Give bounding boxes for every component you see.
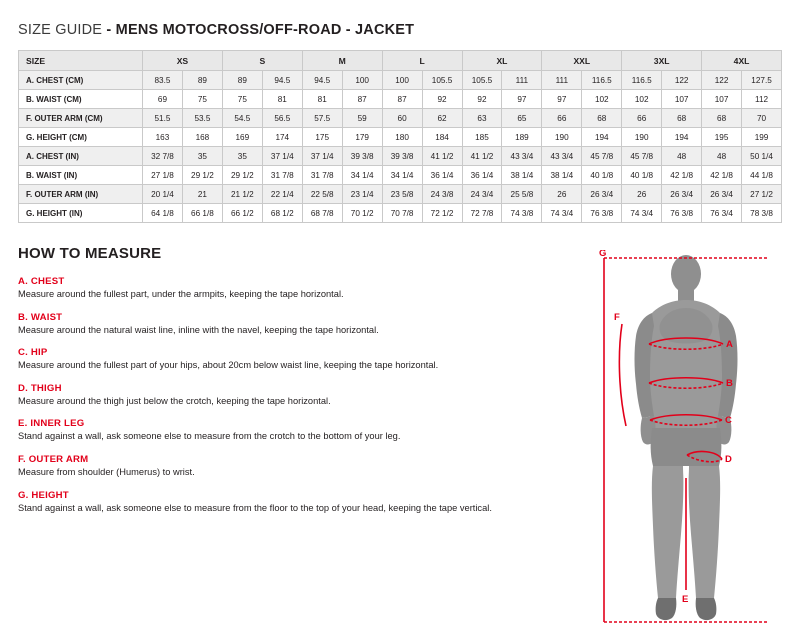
cell: 27 1/2 [742, 185, 782, 204]
table-row [19, 185, 782, 204]
measure-item-text: Measure around the fullest part of your hips, about 20cm below waist line, keeping the tape horizontal. [18, 360, 439, 371]
cell: 66 [622, 109, 662, 128]
cell: 111 [542, 71, 582, 90]
header-xs: XS [143, 51, 223, 71]
cell: 102 [622, 90, 662, 109]
row-label: F. OUTER ARM (IN) [19, 185, 143, 204]
cell: 37 1/4 [302, 147, 342, 166]
cell: 70 7/8 [382, 204, 422, 223]
cell: 26 3/4 [582, 185, 622, 204]
cell: 74 3/4 [542, 204, 582, 223]
cell: 50 1/4 [742, 147, 782, 166]
cell: 32 7/8 [143, 147, 183, 166]
cell: 26 [622, 185, 662, 204]
label-b: B [726, 378, 733, 389]
cell: 56.5 [262, 109, 302, 128]
header-s: S [222, 51, 302, 71]
table-row [19, 90, 782, 109]
measure-item-key: C. HIP [18, 347, 48, 359]
measure-item-text: Stand against a wall, ask someone else to measure from the crotch to the bottom of your leg. [18, 431, 401, 442]
cell: 199 [742, 128, 782, 147]
measure-item-text: Stand against a wall, ask someone else to measure from the floor to the top of your head, keeping the tape vertical. [18, 502, 492, 513]
cell: 41 1/2 [462, 147, 502, 166]
page-title-rest: - MENS MOTOCROSS/OFF-ROAD - JACKET [106, 22, 415, 38]
table-body [19, 71, 782, 223]
measure-item-key: G. HEIGHT [18, 489, 69, 501]
table-header-row [19, 51, 782, 71]
how-to-measure-section [18, 245, 578, 514]
body-measurement-diagram [586, 250, 786, 630]
cell: 169 [222, 128, 262, 147]
cell: 75 [222, 90, 262, 109]
table-row [19, 204, 782, 223]
cell: 94.5 [302, 71, 342, 90]
cell: 42 1/8 [702, 166, 742, 185]
cell: 74 3/4 [622, 204, 662, 223]
cell: 36 1/4 [422, 166, 462, 185]
cell: 68 1/2 [262, 204, 302, 223]
cell: 36 1/4 [462, 166, 502, 185]
measure-item-key: D. THIGH [18, 382, 62, 394]
cell: 100 [382, 71, 422, 90]
header-4xl: 4XL [702, 51, 782, 71]
cell: 195 [702, 128, 742, 147]
header-3xl: 3XL [622, 51, 702, 71]
measure-item-inner-leg [18, 418, 578, 443]
cell: 38 1/4 [542, 166, 582, 185]
table-row [19, 147, 782, 166]
cell: 174 [262, 128, 302, 147]
cell: 62 [422, 109, 462, 128]
cell: 66 [542, 109, 582, 128]
cell: 40 1/8 [622, 166, 662, 185]
header-xl: XL [462, 51, 542, 71]
cell: 68 7/8 [302, 204, 342, 223]
cell: 68 [702, 109, 742, 128]
cell: 26 [542, 185, 582, 204]
row-label: A. CHEST (CM) [19, 71, 143, 90]
cell: 107 [662, 90, 702, 109]
size-chart-table [18, 50, 782, 223]
measure-item-waist [18, 312, 578, 337]
cell: 41 1/2 [422, 147, 462, 166]
cell: 190 [542, 128, 582, 147]
cell: 48 [662, 147, 702, 166]
measure-item-text: Measure from shoulder (Humerus) to wrist. [18, 467, 195, 478]
row-label: A. CHEST (IN) [19, 147, 143, 166]
cell: 102 [582, 90, 622, 109]
cell: 21 [182, 185, 222, 204]
label-d: D [725, 454, 732, 465]
cell: 81 [262, 90, 302, 109]
row-label: F. OUTER ARM (CM) [19, 109, 143, 128]
how-to-measure-heading: HOW TO MEASURE [18, 245, 162, 262]
row-label: B. WAIST (IN) [19, 166, 143, 185]
cell: 97 [542, 90, 582, 109]
header-xxl: XXL [542, 51, 622, 71]
cell: 81 [302, 90, 342, 109]
cell: 168 [182, 128, 222, 147]
measure-item-text: Measure around the thigh just below the crotch, keeping the tape horizontal. [18, 395, 331, 406]
cell: 180 [382, 128, 422, 147]
cell: 23 1/4 [342, 185, 382, 204]
table-row [19, 71, 782, 90]
cell: 194 [662, 128, 702, 147]
cell: 92 [422, 90, 462, 109]
cell: 70 [742, 109, 782, 128]
cell: 27 1/8 [143, 166, 183, 185]
cell: 68 [662, 109, 702, 128]
cell: 57.5 [302, 109, 342, 128]
cell: 116.5 [622, 71, 662, 90]
cell: 68 [582, 109, 622, 128]
cell: 31 7/8 [302, 166, 342, 185]
label-c: C [725, 415, 732, 426]
measure-item-key: E. INNER LEG [18, 418, 85, 430]
cell: 42 1/8 [662, 166, 702, 185]
measure-item-height [18, 490, 578, 515]
cell: 63 [462, 109, 502, 128]
cell: 74 3/8 [502, 204, 542, 223]
cell: 54.5 [222, 109, 262, 128]
cell: 34 1/4 [382, 166, 422, 185]
cell: 45 7/8 [622, 147, 662, 166]
cell: 20 1/4 [143, 185, 183, 204]
cell: 76 3/8 [582, 204, 622, 223]
measure-item-key: B. WAIST [18, 311, 63, 323]
cell: 34 1/4 [342, 166, 382, 185]
table-row [19, 128, 782, 147]
cell: 29 1/2 [222, 166, 262, 185]
cell: 39 3/8 [382, 147, 422, 166]
cell: 31 7/8 [262, 166, 302, 185]
cell: 83.5 [143, 71, 183, 90]
cell: 64 1/8 [143, 204, 183, 223]
cell: 23 5/8 [382, 185, 422, 204]
label-e: E [682, 594, 689, 605]
header-l: L [382, 51, 462, 71]
cell: 22 5/8 [302, 185, 342, 204]
cell: 89 [222, 71, 262, 90]
cell: 66 1/2 [222, 204, 262, 223]
cell: 122 [662, 71, 702, 90]
cell: 179 [342, 128, 382, 147]
cell: 21 1/2 [222, 185, 262, 204]
page-title [18, 22, 782, 38]
measure-item-text: Measure around the fullest part, under the armpits, keeping the tape horizontal. [18, 289, 344, 299]
row-label: G. HEIGHT (CM) [19, 128, 143, 147]
cell: 44 1/8 [742, 166, 782, 185]
cell: 76 3/4 [702, 204, 742, 223]
cell: 35 [222, 147, 262, 166]
cell: 97 [502, 90, 542, 109]
cell: 65 [502, 109, 542, 128]
cell: 72 7/8 [462, 204, 502, 223]
header-size: SIZE [19, 51, 143, 71]
table-row [19, 166, 782, 185]
cell: 100 [342, 71, 382, 90]
cell: 35 [182, 147, 222, 166]
cell: 92 [462, 90, 502, 109]
cell: 72 1/2 [422, 204, 462, 223]
cell: 51.5 [143, 109, 183, 128]
measure-item-text: Measure around the natural waist line, inline with the navel, keeping the tape horizontal. [18, 324, 379, 335]
cell: 127.5 [742, 71, 782, 90]
cell: 26 3/4 [702, 185, 742, 204]
row-label: B. WAIST (CM) [19, 90, 143, 109]
cell: 122 [702, 71, 742, 90]
cell: 24 3/4 [462, 185, 502, 204]
cell: 70 1/2 [342, 204, 382, 223]
cell: 87 [382, 90, 422, 109]
cell: 175 [302, 128, 342, 147]
label-f: F [614, 312, 620, 323]
label-a: A [726, 339, 733, 350]
cell: 189 [502, 128, 542, 147]
cell: 22 1/4 [262, 185, 302, 204]
measure-item-thigh [18, 383, 578, 408]
row-label: G. HEIGHT (IN) [19, 204, 143, 223]
cell: 105.5 [462, 71, 502, 90]
cell: 184 [422, 128, 462, 147]
label-g: G [599, 250, 607, 259]
cell: 89 [182, 71, 222, 90]
cell: 39 3/8 [342, 147, 382, 166]
cell: 107 [702, 90, 742, 109]
cell: 163 [143, 128, 183, 147]
cell: 37 1/4 [262, 147, 302, 166]
cell: 40 1/8 [582, 166, 622, 185]
header-m: M [302, 51, 382, 71]
cell: 48 [702, 147, 742, 166]
measure-item-outer-arm [18, 454, 578, 479]
line-outer-arm [619, 324, 626, 426]
cell: 43 3/4 [502, 147, 542, 166]
cell: 76 3/8 [662, 204, 702, 223]
cell: 94.5 [262, 71, 302, 90]
cell: 38 1/4 [502, 166, 542, 185]
cell: 190 [622, 128, 662, 147]
cell: 111 [502, 71, 542, 90]
cell: 112 [742, 90, 782, 109]
cell: 45 7/8 [582, 147, 622, 166]
cell: 105.5 [422, 71, 462, 90]
cell: 26 3/4 [662, 185, 702, 204]
cell: 59 [342, 109, 382, 128]
measure-item-key: A. CHEST [18, 276, 65, 287]
cell: 194 [582, 128, 622, 147]
cell: 66 1/8 [182, 204, 222, 223]
cell: 25 5/8 [502, 185, 542, 204]
cell: 185 [462, 128, 502, 147]
cell: 43 3/4 [542, 147, 582, 166]
cell: 69 [143, 90, 183, 109]
cell: 29 1/2 [182, 166, 222, 185]
measure-item-hip [18, 347, 578, 372]
cell: 75 [182, 90, 222, 109]
measure-item-chest [18, 276, 578, 301]
page-title-prefix: SIZE GUIDE [18, 22, 103, 38]
cell: 24 3/8 [422, 185, 462, 204]
cell: 87 [342, 90, 382, 109]
measure-item-key: F. OUTER ARM [18, 454, 89, 466]
cell: 60 [382, 109, 422, 128]
cell: 53.5 [182, 109, 222, 128]
cell: 116.5 [582, 71, 622, 90]
cell: 78 3/8 [742, 204, 782, 223]
table-row [19, 109, 782, 128]
